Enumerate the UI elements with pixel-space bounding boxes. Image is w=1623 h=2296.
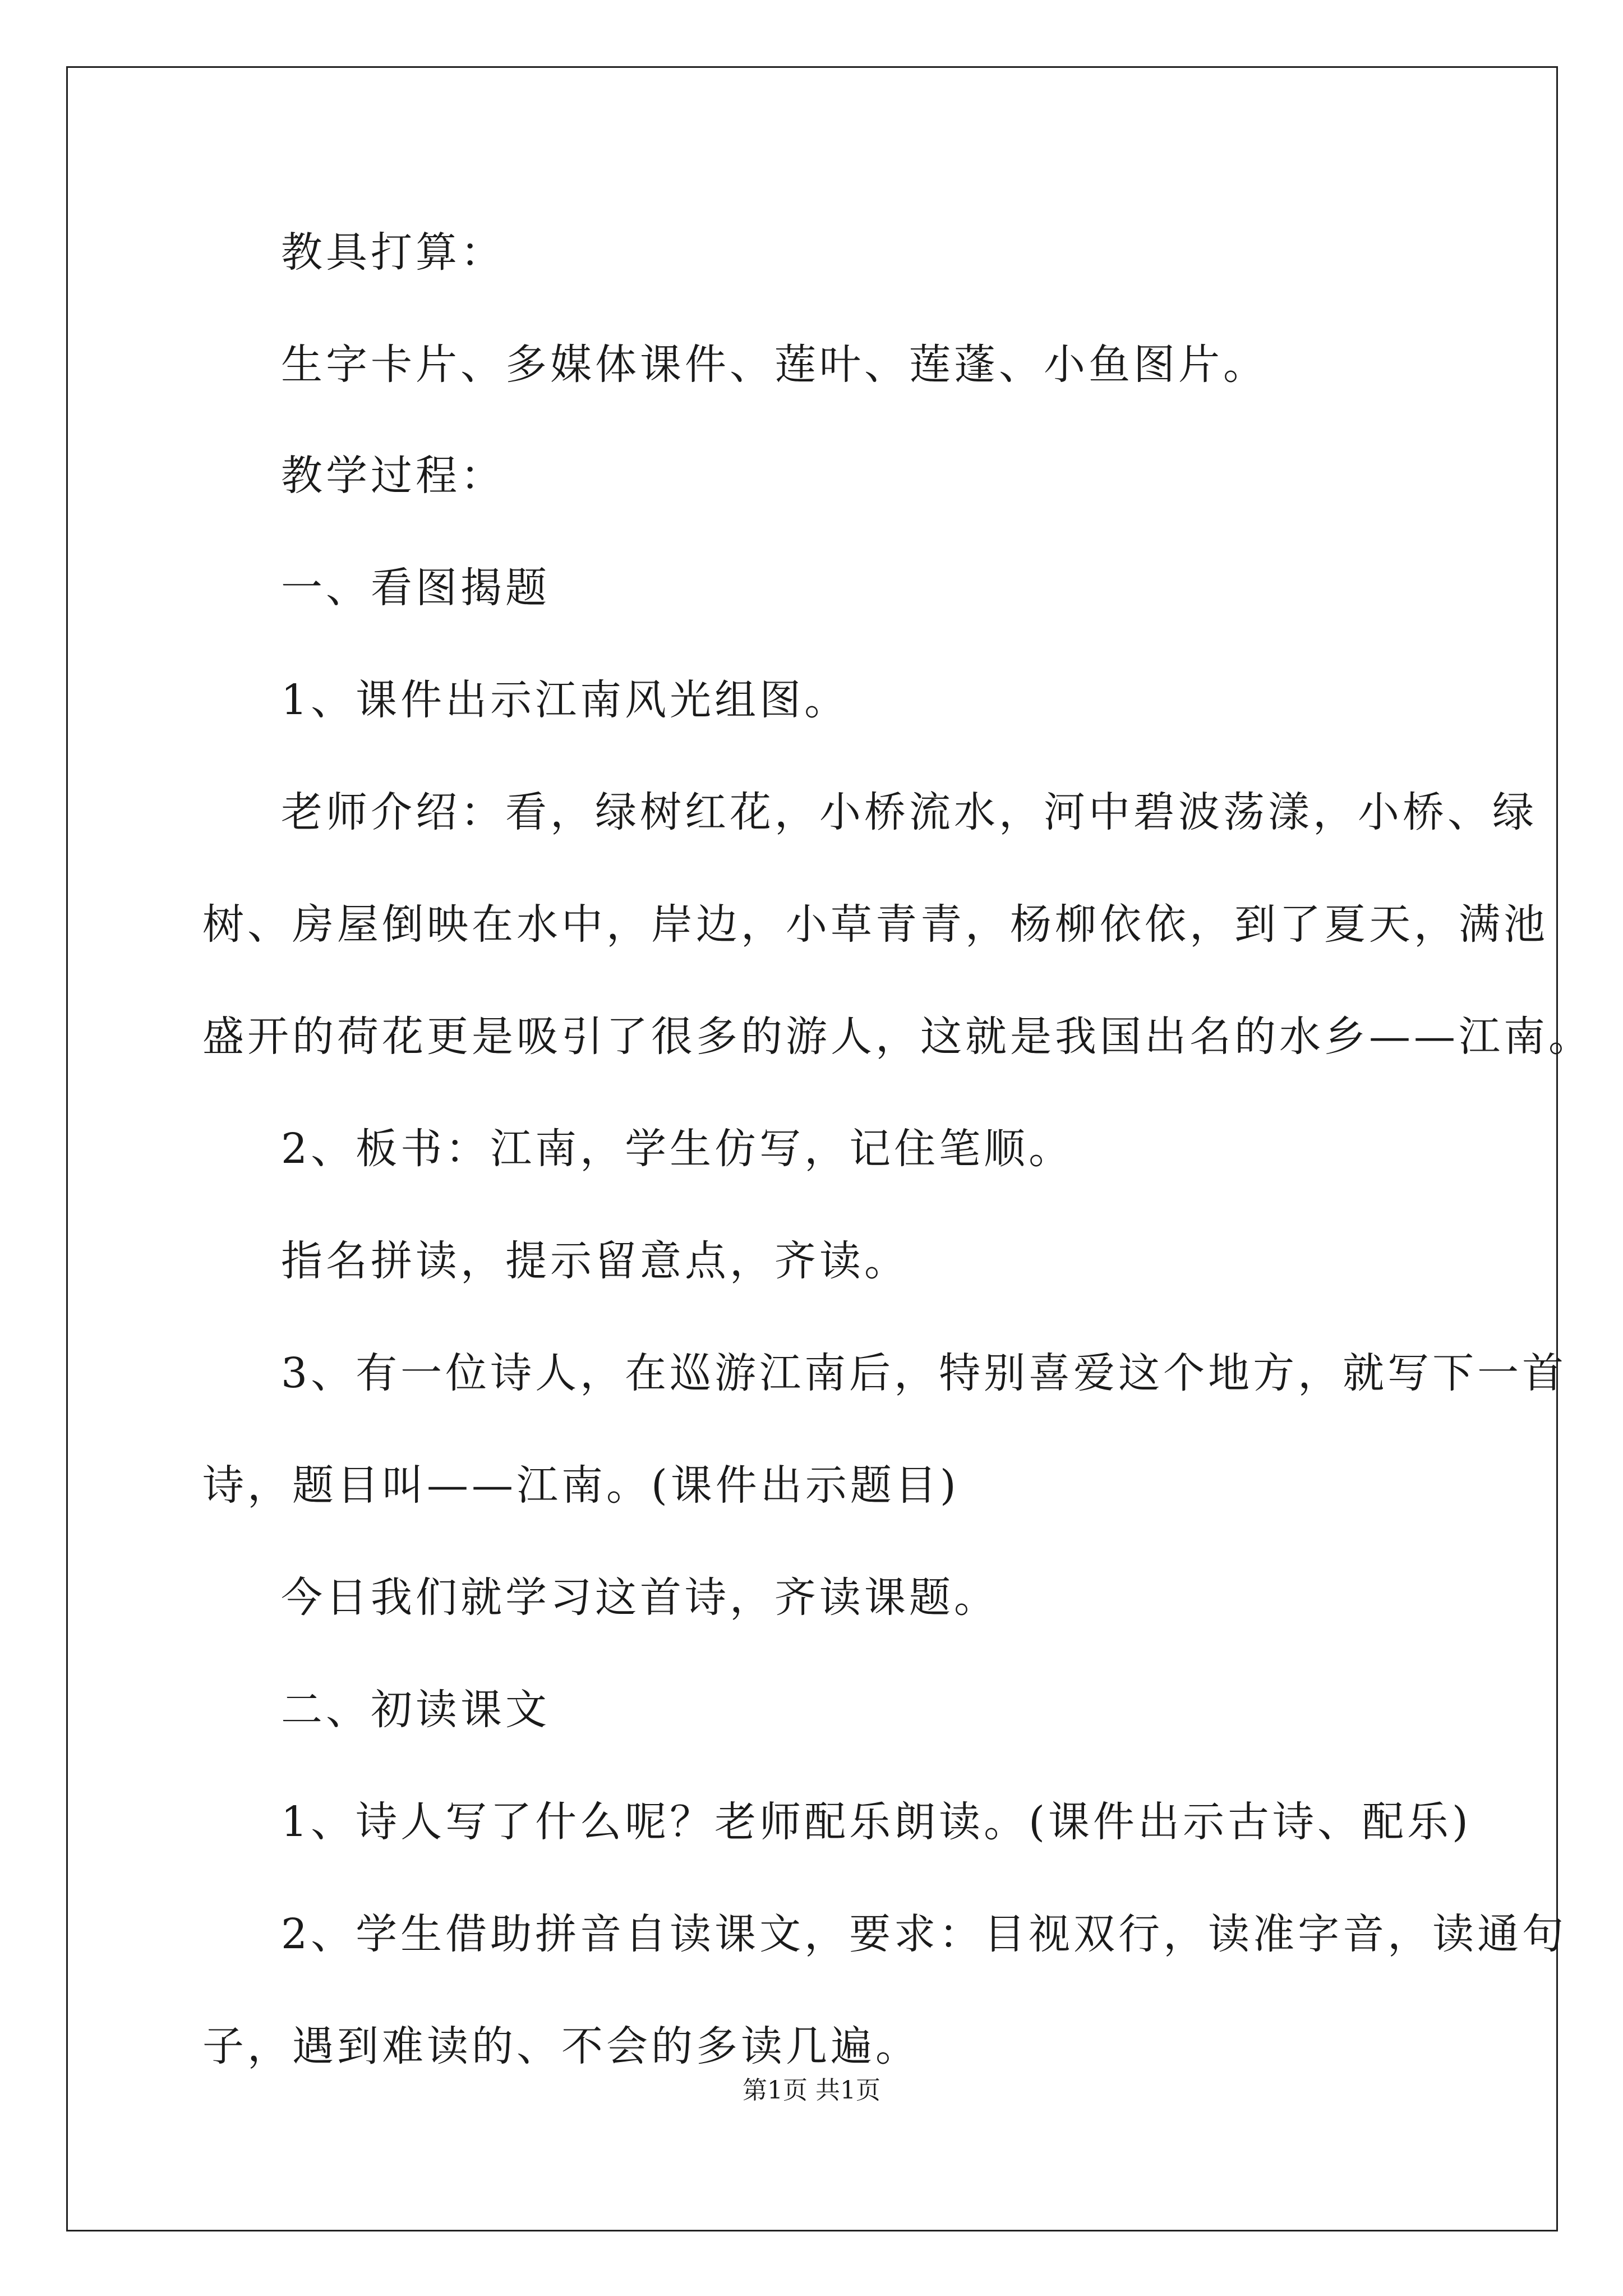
- page-footer: 第1页 共1页: [743, 2076, 880, 2105]
- paragraph-teacher-intro-line-2: 树、房屋倒映在水中，岸边，小草青青，杨柳依依，到了夏天，满池: [202, 900, 1548, 949]
- section-heading-2: 二、初读课文: [281, 1686, 550, 1734]
- paragraph-teaching-aids-heading: 教具打算：: [281, 228, 505, 277]
- paragraph-teacher-intro-line-3: 盛开的荷花更是吸引了很多的游人，这就是我国出名的水乡——江南。: [202, 1013, 1593, 1061]
- section-heading-1: 一、看图揭题: [281, 564, 550, 612]
- paragraph-step-3-line-1: 3、有一位诗人，在巡游江南后，特别喜爱这个地方，就写下一首: [281, 1349, 1567, 1397]
- paragraph-initial-read-1: 1、诗人写了什么呢？老师配乐朗读。(课件出示古诗、配乐): [281, 1798, 1472, 1846]
- paragraph-step-1: 1、课件出示江南风光组图。: [281, 676, 850, 724]
- paragraph-initial-read-2-line-1: 2、学生借助拼音自读课文，要求：目视双行，读准字音，读通句: [281, 1910, 1567, 1958]
- document-body-lower: [66, 66, 1558, 2231]
- paragraph-process-heading: 教学过程：: [281, 452, 505, 500]
- paragraph-initial-read-2-line-2: 子，遇到难读的、不会的多读几遍。: [202, 2022, 920, 2070]
- paragraph-today: 今日我们就学习这首诗，齐读课题。: [281, 1573, 999, 1622]
- paragraph-read-aloud: 指名拼读，提示留意点，齐读。: [281, 1237, 909, 1285]
- paragraph-teaching-aids: 生字卡片、多媒体课件、莲叶、莲蓬、小鱼图片。: [281, 341, 1268, 389]
- paragraph-teacher-intro-line-1: 老师介绍：看，绿树红花，小桥流水，河中碧波荡漾，小桥、绿: [281, 788, 1537, 836]
- paragraph-step-3-line-2: 诗，题目叫——江南。(课件出示题目): [202, 1461, 960, 1510]
- paragraph-step-2: 2、板书：江南，学生仿写，记住笔顺。: [281, 1125, 1074, 1173]
